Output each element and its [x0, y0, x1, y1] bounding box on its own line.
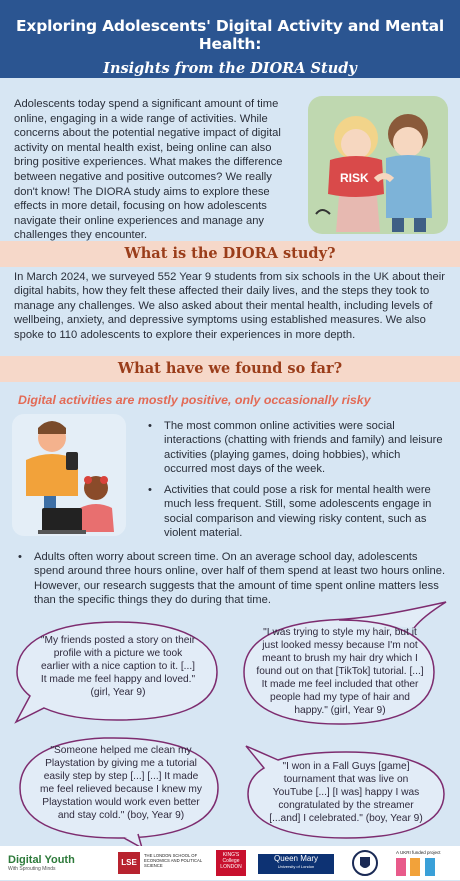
quote-text-2: "I was trying to style my hair, but it just looked messy because I'm not meant to brush my hair dry which I found out on that [TikTok] tutorial. [...] It made me feel included that other people had my type of hair and happy." (girl, Year 9)	[256, 627, 424, 716]
kings-college-logo: KING'S College LONDON	[216, 850, 246, 876]
diora-study-paragraph: In March 2024, we surveyed 552 Year 9 students from six schools in the UK about their digital habits, how they felt these affected their daily lives, and the steps they took to manage any challenges. We also asked about their mental health, including levels of wellbeing, anxiety, and depressive symptoms using established measures. We also spoke to 110 adolescents to explore their experiences in more depth.	[14, 271, 445, 341]
intro-paragraph: Adolescents today spend a significant amount of time online, engaging in a wide range of activities. While concerns about the potential negative impact of digital activity on mental health exist, being online can also bring positive experiences. What makes the difference between negative and positive outcomes? We really don't know! The DIORA study aims to explore these effects in more detail, focusing on how adolescents navigate their online experiences and manage any challenges they encounter.	[14, 98, 283, 242]
lse-logo: LSE	[118, 852, 140, 874]
edinburgh-crest-icon	[352, 849, 378, 877]
quote-bubble-2	[234, 600, 452, 730]
svg-text:RISK: RISK	[340, 171, 369, 185]
section-heading-diora: What is the DIORA study?	[0, 241, 460, 267]
kids-illustration	[306, 94, 450, 236]
quote-text-1: "My friends posted a story on their profile with a picture we took earlier with a nice caption to it. [...] It made me feel happy and loved." (girl, Year 9)	[40, 635, 196, 698]
finding-bullet-3: • Adults often worry about screen time. On an average school day, adolescents spend around three hours online, over half of them spend at least two hours online. However, our research suggests that the amount of time spent online matters less than the specific things they do during that time.	[18, 551, 446, 607]
quote-bubble-1	[12, 616, 222, 726]
quote-bubble-3	[14, 734, 226, 844]
quote-text-4: "I won in a Fall Guys [game] tournament that was live on YouTube [...] [I was] happy I was congratulated by the streamer [...and] I celebrated." (boy, Year 9)	[269, 761, 423, 824]
lse-name: THE LONDON SCHOOL OF ECONOMICS AND POLITICAL SCIENCE	[144, 853, 203, 868]
queen-mary-logo: Queen Mary University of London	[258, 854, 334, 874]
partner-logos	[0, 846, 460, 880]
page-subtitle: Insights from the DIORA Study	[103, 60, 357, 77]
quote-bubble-4	[236, 742, 452, 846]
section-heading-findings: What have we found so far?	[0, 356, 460, 382]
page-header	[0, 0, 460, 78]
online-activity-illustration	[12, 410, 130, 538]
finding-bullet-1: • The most common online activities were social interactions (chatting with friends and family) and leisure activities (playing games, doing hobbies), which occurred most days of the week.	[148, 420, 443, 476]
digital-youth-logo: Digital Youth With Sprouting Minds	[8, 854, 75, 872]
quote-text-3: "Someone helped me clean my Playstation by giving me a tutorial easily step by step [...] [...] It made me feel relieved because I knew my Playstation would work even better and stay cold." (boy, Year 9)	[40, 745, 202, 821]
page-title: Exploring Adolescents' Digital Activity and Mental Health:	[16, 17, 444, 53]
bullet-icon: •	[148, 484, 152, 496]
bullet-icon: •	[148, 420, 152, 432]
ukri-badge: A UKRI funded project	[396, 850, 456, 876]
finding-bullet-2: • Activities that could pose a risk for mental health were much less frequent. Still, some adolescents engage in social comparison and viewing risky content, such as violent material.	[148, 484, 432, 540]
findings-subheading: Digital activities are mostly positive, only occasionally risky	[18, 393, 371, 407]
bullet-icon: •	[18, 551, 22, 563]
